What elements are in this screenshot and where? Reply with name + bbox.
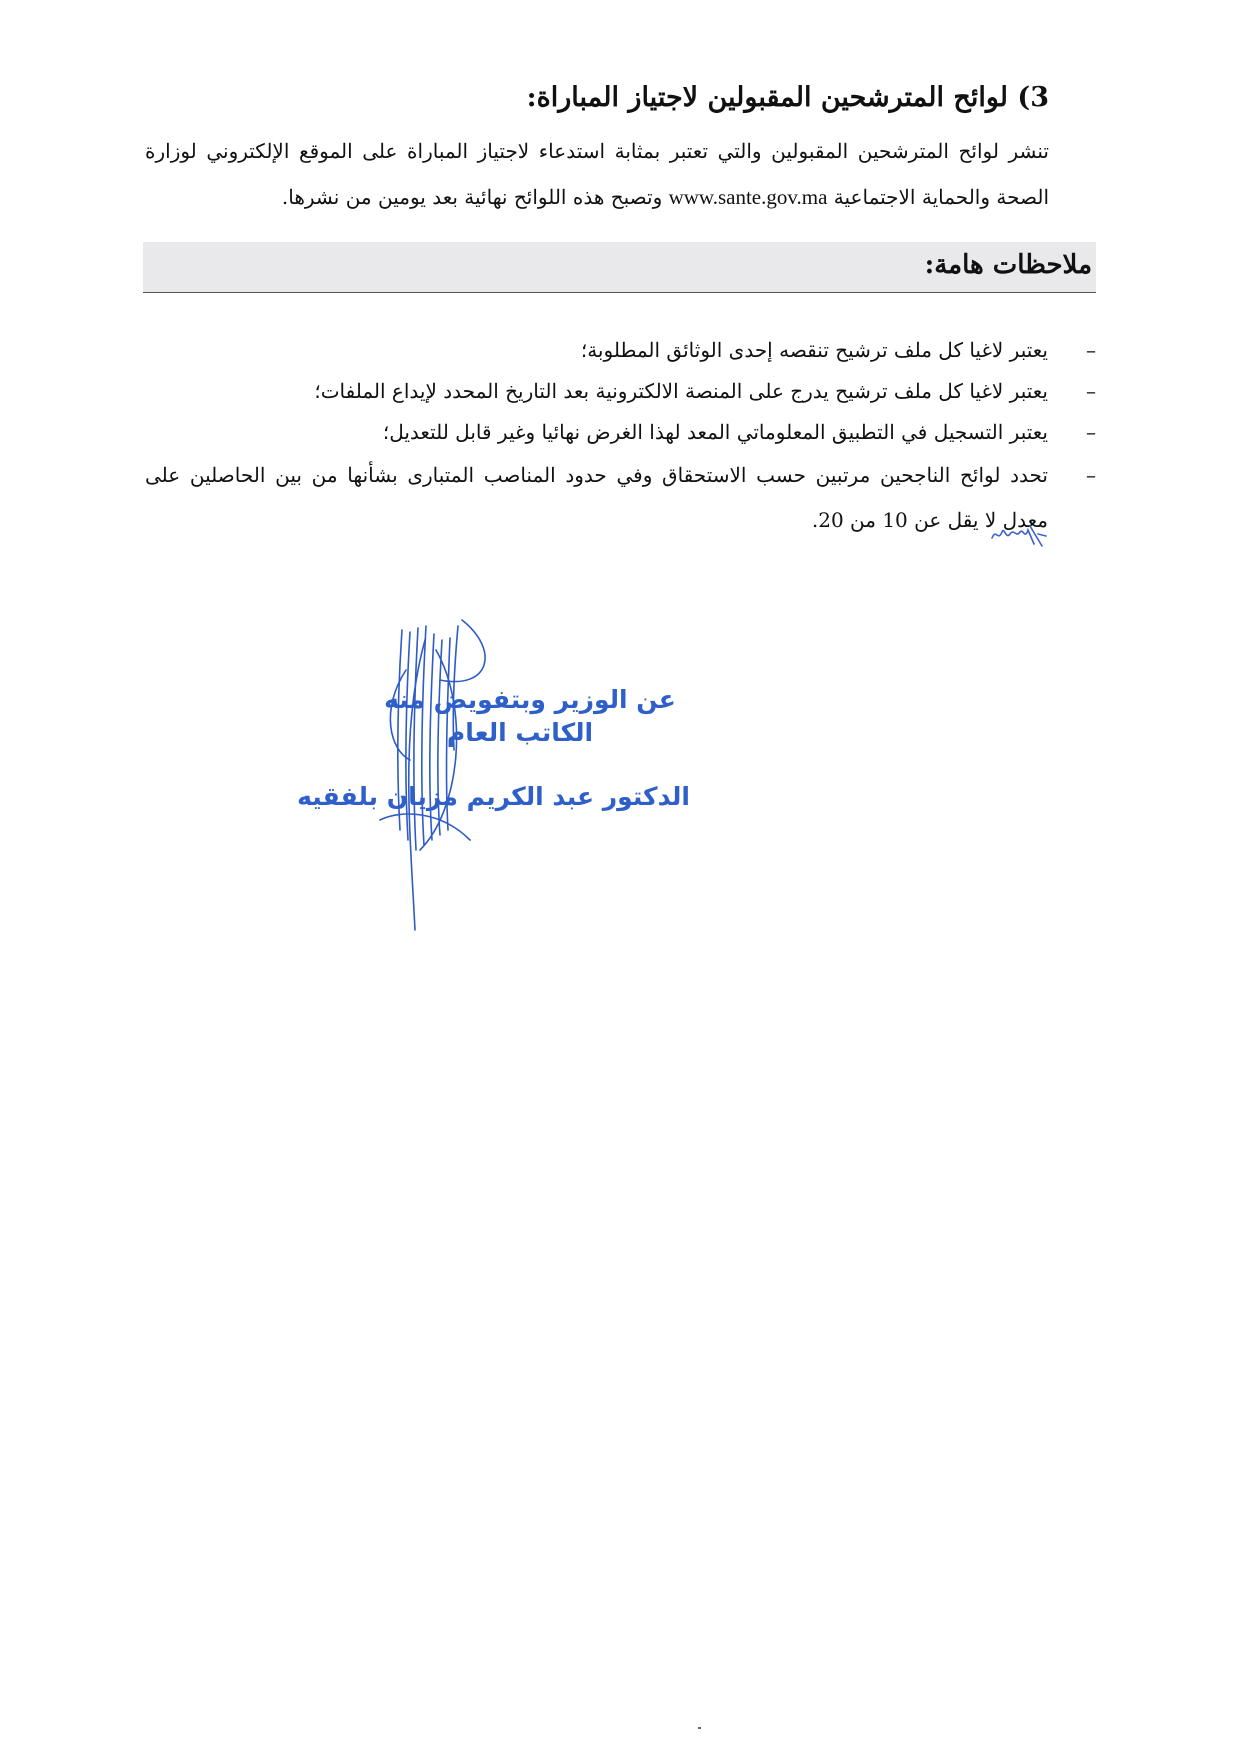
section-3-text-part2: وتصبح هذه اللوائح نهائية بعد يومين من نشرها. bbox=[281, 185, 663, 209]
notes-list bbox=[145, 330, 1096, 543]
note-text: يعتبر لاغيا كل ملف ترشيح تنقصه إحدى الوثائق المطلوبة؛ bbox=[580, 338, 1048, 362]
stamp-line-1: عن الوزير وبتفويض منه bbox=[384, 685, 676, 714]
stamp-line-2: الكاتب العام bbox=[446, 718, 594, 747]
signature-scribble-icon bbox=[297, 610, 710, 950]
list-dash: – bbox=[1086, 338, 1096, 362]
note-text: يعتبر التسجيل في التطبيق المعلوماتي المعد لهذا الغرض نهائيا وغير قابل للتعديل؛ bbox=[382, 420, 1048, 444]
stamp-line-3: الدكتور عبد الكريم مزيان بلفقيه bbox=[297, 782, 690, 811]
scan-speck bbox=[698, 1727, 701, 1729]
note-item bbox=[145, 412, 1096, 453]
list-dash: – bbox=[1086, 463, 1096, 487]
section-3-body bbox=[145, 128, 1049, 220]
note-text: يعتبر لاغيا كل ملف ترشيح يدرج على المنصة الالكترونية بعد التاريخ المحدد لإيداع الملفات؛ bbox=[314, 379, 1048, 403]
handwritten-initials-icon bbox=[990, 520, 1050, 550]
ministry-website-link[interactable]: www.sante.gov.ma bbox=[668, 185, 828, 209]
section-3-title: 3) لوائح المترشحين المقبولين لاجتياز المباراة: bbox=[526, 82, 1049, 113]
note-item bbox=[145, 330, 1096, 371]
notes-header-bar bbox=[143, 242, 1096, 293]
section-3-text-part1: تنشر لوائح المترشحين المقبولين والتي تعتبر بمثابة استدعاء لاجتياز المباراة على الموقع الإلكتروني لوزارة الصحة والحماية الاجتماعية bbox=[145, 139, 1049, 209]
note-item bbox=[145, 453, 1096, 543]
list-dash: – bbox=[1086, 379, 1096, 403]
list-dash: – bbox=[1086, 420, 1096, 444]
signature-block bbox=[297, 610, 710, 950]
note-text: تحدد لوائح الناجحين مرتبين حسب الاستحقاق وفي حدود المناصب المتبارى بشأنها من بين الحاصلين على معدل لا يقل عن 10 من 20. bbox=[145, 463, 1048, 532]
note-item bbox=[145, 371, 1096, 412]
notes-title: ملاحظات هامة: bbox=[924, 250, 1092, 280]
